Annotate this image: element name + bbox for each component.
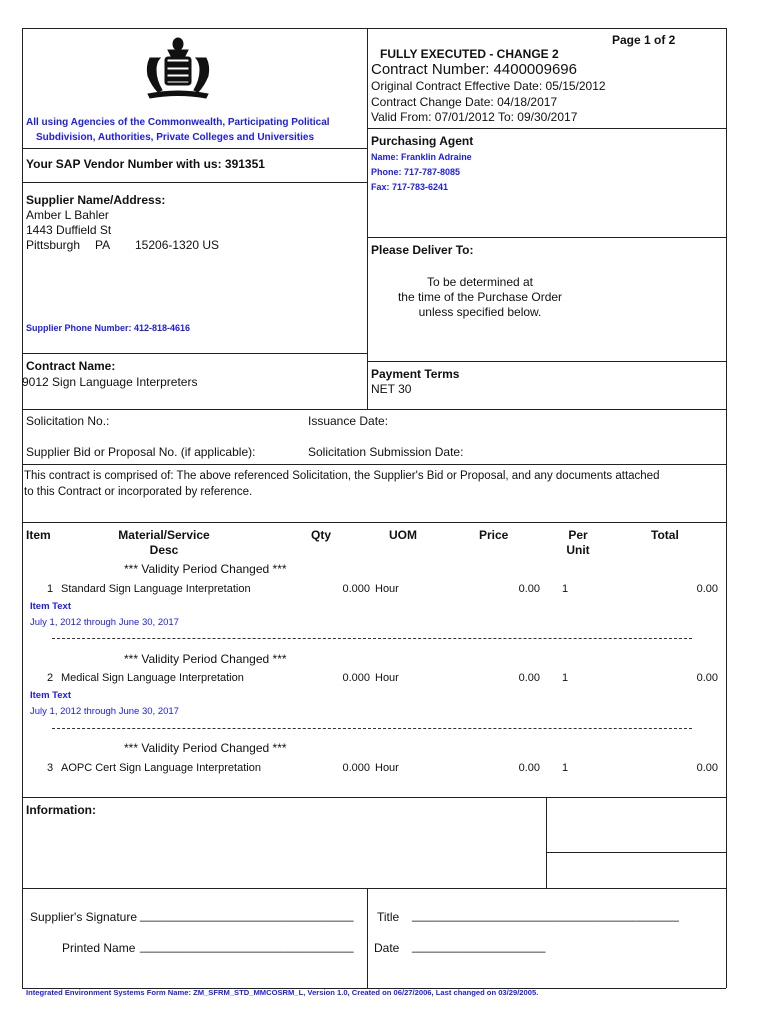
rule-purchasing-agent [367,128,726,129]
page-indicator: Page 1 of 2 [612,33,676,47]
solicitation-no: Solicitation No.: [26,414,110,428]
rule-supplier [22,182,367,183]
rule-vendor [22,148,367,149]
info-inner-rule [546,852,726,853]
header-divider [367,28,368,409]
date-label: Date [374,941,400,955]
supplier-signature-label: Supplier's Signature [30,910,138,924]
rule-signature [22,888,726,889]
payment-terms: NET 30 [371,382,412,396]
form-footer: Integrated Environment Systems Form Name: ZM_SFRM_STD_MMCOSRM_L, Version 1.0, Created on 06/27/2006, Last changed on 03/29/2005. [26,988,539,997]
item-uom: Hour [375,672,399,684]
item-qty: 0.000 [342,583,370,595]
item-validity: *** Validity Period Changed *** [124,741,287,755]
printed-name-label: Printed Name [62,941,136,955]
supplier-city: Pittsburgh [26,238,81,252]
col-per: Per [568,528,588,542]
bid-proposal-no: Supplier Bid or Proposal No. (if applicable): [26,445,256,459]
rule-table-header [22,522,726,523]
agent-fax: Fax: 717-783-6241 [371,182,449,192]
item-text-label: Item Text [30,601,72,612]
title-label: Title [377,910,400,924]
item-uom: Hour [375,583,399,595]
frame-left [22,28,23,988]
col-material: Material/Service [118,528,210,542]
vendor-number: Your SAP Vendor Number with us: 391351 [26,157,265,171]
item-desc: Medical Sign Language Interpretation [61,672,244,684]
payment-terms-heading: Payment Terms [371,367,460,381]
deliver-to-heading: Please Deliver To: [371,243,474,257]
comprised-line-2: to this Contract or incorporated by reference. [24,486,253,498]
item-qty: 0.000 [342,762,370,774]
item-qty: 0.000 [342,672,370,684]
deliver-line-1: To be determined at [426,275,534,289]
item-separator [52,728,692,729]
item-price: 0.00 [518,672,540,684]
item-separator [52,638,692,639]
item-validity: *** Validity Period Changed *** [124,562,287,576]
supplier-name: Amber L Bahler [26,208,109,222]
item-per: 1 [562,762,569,774]
rule-comprised [22,464,726,465]
rule-contract [22,353,367,354]
purchasing-agent-heading: Purchasing Agent [371,134,474,148]
agent-name: Name: Franklin Adraine [371,152,472,162]
col-total: Total [651,528,679,542]
contract-change-date: Contract Change Date: 04/18/2017 [371,95,558,109]
item-desc: Standard Sign Language Interpretation [61,583,251,595]
agencies-line-1: All using Agencies of the Commonwealth, Participating Political [26,117,330,128]
agent-phone: Phone: 717-787-8085 [371,167,461,177]
supplier-phone: Supplier Phone Number: 412-818-4616 [26,323,191,333]
col-desc: Desc [149,543,179,557]
valid-period: Valid From: 07/01/2012 To: 09/30/2017 [371,110,578,124]
item-per: 1 [562,672,569,684]
col-uom: UOM [389,528,417,542]
title-line[interactable]: ________________________________________ [412,908,679,922]
deliver-line-3: unless specified below. [418,305,542,319]
col-unit: Unit [566,543,590,557]
item-validity: *** Validity Period Changed *** [124,652,287,666]
item-number: 2 [47,672,54,684]
supplier-state: PA [95,238,111,252]
issuance-date: Issuance Date: [308,414,389,428]
info-divider [546,797,547,888]
col-item: Item [26,528,51,542]
execution-status: FULLY EXECUTED - CHANGE 2 [380,47,559,61]
item-total: 0.00 [696,762,718,774]
item-per: 1 [562,583,569,595]
supplier-signature-line[interactable]: ________________________________ [140,908,354,922]
contract-number: Contract Number: 4400009696 [371,61,577,78]
printed-name-line[interactable]: ________________________________ [140,939,354,953]
deliver-line-2: the time of the Purchase Order [397,290,563,304]
comprised-line-1: This contract is comprised of: The above referenced Solicitation, the Supplier's Bid or Proposal, and any documents attached [24,470,660,482]
supplier-heading: Supplier Name/Address: [26,193,166,207]
supplier-street: 1443 Duffield St [26,223,112,237]
item-total: 0.00 [696,672,718,684]
item-number: 1 [47,583,54,595]
item-number: 3 [47,762,54,774]
rule-information [22,797,726,798]
frame-right [726,28,727,988]
col-price: Price [479,528,509,542]
item-text: July 1, 2012 through June 30, 2017 [30,706,179,717]
original-effective-date: Original Contract Effective Date: 05/15/2012 [371,79,606,93]
agencies-line-2: Subdivision, Authorities, Private Colleges and Universities [36,132,315,143]
submission-date: Solicitation Submission Date: [308,445,464,459]
contract-name: 9012 Sign Language Interpreters [22,375,198,389]
item-desc: AOPC Cert Sign Language Interpretation [61,762,261,774]
frame-top [22,28,726,29]
col-qty: Qty [311,528,332,542]
item-text: July 1, 2012 through June 30, 2017 [30,617,179,628]
date-line[interactable]: ____________________ [412,939,546,953]
item-price: 0.00 [518,583,540,595]
supplier-zip-country: 15206-1320 US [135,238,220,252]
item-total: 0.00 [696,583,718,595]
information-heading: Information: [26,803,96,817]
commonwealth-seal [138,36,218,100]
contract-name-heading: Contract Name: [26,359,116,373]
item-price: 0.00 [518,762,540,774]
rule-deliver [367,237,726,238]
signature-divider [367,888,368,988]
item-text-label: Item Text [30,690,72,701]
rule-solicitation [22,409,726,410]
item-uom: Hour [375,762,399,774]
rule-payment [367,361,726,362]
